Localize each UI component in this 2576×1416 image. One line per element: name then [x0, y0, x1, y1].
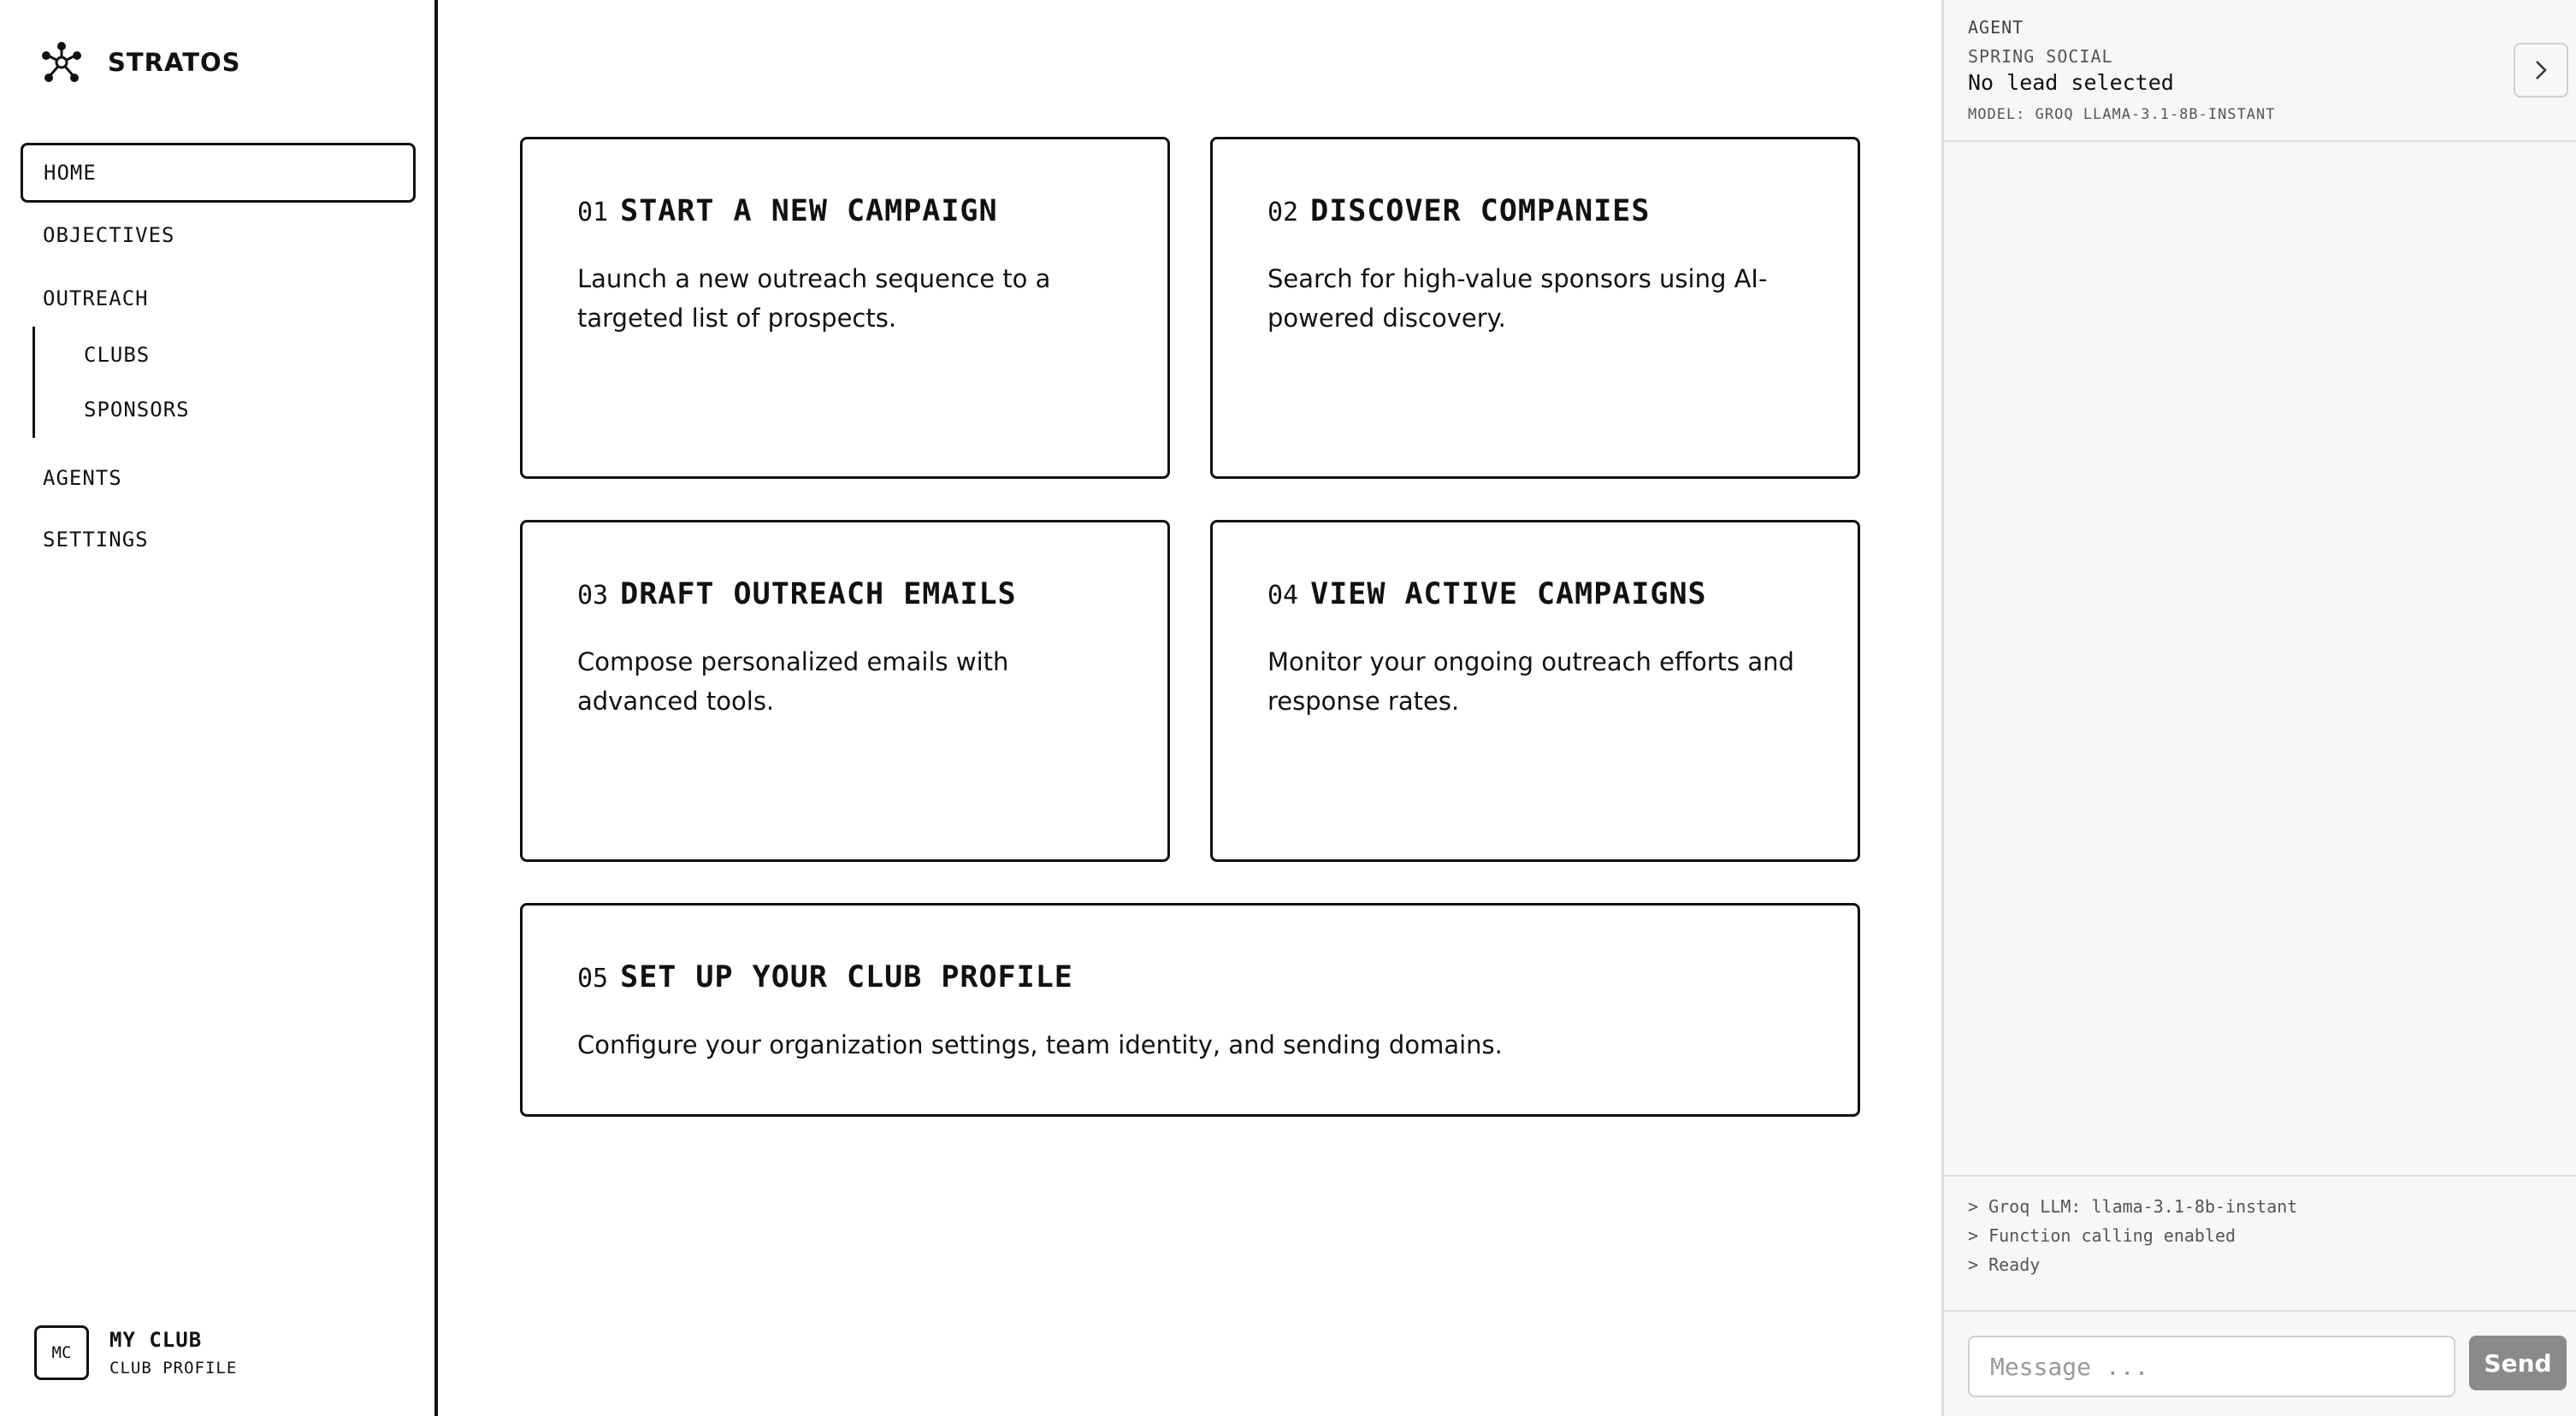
card-description: Search for high-value sponsors using AI-powered discovery. — [1267, 264, 1768, 333]
lead-status: No lead selected — [1968, 70, 2174, 95]
sidebar — [0, 0, 438, 1416]
agent-header — [1944, 0, 2576, 142]
nav-subitem-label: CLUBS — [84, 343, 151, 367]
nav-subitem-clubs[interactable] — [84, 334, 150, 375]
nav-item-label: OUTREACH — [43, 286, 149, 310]
nav-item-agents[interactable] — [21, 448, 416, 508]
card-title — [577, 577, 1017, 611]
agent-club-name: SPRING SOCIAL — [1968, 46, 2113, 67]
message-composer — [1944, 1312, 2576, 1416]
nav-item-home[interactable] — [21, 143, 416, 203]
log-line: > Function calling enabled — [1968, 1225, 2236, 1246]
nav-item-outreach[interactable] — [21, 268, 416, 328]
card-heading: DISCOVER COMPANIES — [1310, 194, 1651, 228]
card-title — [577, 960, 1073, 994]
card-description: Compose personalized emails with advanced tools. — [577, 647, 1009, 716]
nav-item-label: OBJECTIVES — [43, 223, 175, 247]
profile-subtitle: CLUB PROFILE — [109, 1359, 238, 1378]
profile-text — [109, 1328, 237, 1378]
log-line: > Groq LLM: llama-3.1-8b-instant — [1968, 1196, 2298, 1217]
agent-log — [1944, 1175, 2576, 1312]
nav-subitem-sponsors[interactable] — [84, 389, 190, 430]
card-number: 04 — [1267, 581, 1299, 611]
chevron-right-icon — [2531, 58, 2551, 82]
collapse-panel-button[interactable] — [2514, 43, 2568, 97]
avatar: MC — [34, 1325, 89, 1380]
message-input[interactable] — [1968, 1336, 2455, 1397]
nav-item-label: HOME — [44, 161, 97, 185]
card-number: 01 — [577, 198, 609, 227]
card-number: 03 — [577, 581, 609, 611]
card-club-profile[interactable] — [520, 903, 1860, 1117]
agent-panel — [1941, 0, 2576, 1416]
card-active-campaigns[interactable] — [1210, 520, 1860, 862]
model-label: MODEL: GROQ LLAMA-3.1-8B-INSTANT — [1968, 106, 2276, 123]
card-title — [577, 194, 998, 228]
agent-label: AGENT — [1968, 17, 2024, 38]
card-heading: DRAFT OUTREACH EMAILS — [620, 577, 1017, 611]
nav-item-label: AGENTS — [43, 466, 122, 490]
card-number: 05 — [577, 964, 609, 994]
nav-subitem-label: SPONSORS — [84, 398, 190, 422]
nav-item-settings[interactable] — [21, 510, 416, 569]
brand-name: STRATOS — [108, 48, 241, 77]
nav-item-label: SETTINGS — [43, 528, 149, 552]
card-title — [1267, 577, 1707, 611]
card-start-campaign[interactable] — [520, 137, 1170, 479]
outreach-subnav-divider — [32, 327, 35, 438]
network-nodes-icon — [41, 42, 82, 83]
profile-name: MY CLUB — [109, 1328, 203, 1352]
card-heading: START A NEW CAMPAIGN — [620, 194, 998, 228]
card-discover-companies[interactable] — [1210, 137, 1860, 479]
card-description: Monitor your ongoing outreach efforts and response rates. — [1267, 647, 1794, 716]
nav-item-objectives[interactable] — [21, 205, 416, 265]
card-draft-emails[interactable] — [520, 520, 1170, 862]
card-title — [1267, 194, 1650, 228]
card-heading: VIEW ACTIVE CAMPAIGNS — [1310, 577, 1707, 611]
log-line: > Ready — [1968, 1254, 2041, 1275]
send-button[interactable]: Send — [2469, 1336, 2567, 1390]
card-number: 02 — [1267, 198, 1299, 227]
brand[interactable] — [41, 41, 241, 84]
card-description: Launch a new outreach sequence to a targeted list of prospects. — [577, 264, 1051, 333]
card-heading: SET UP YOUR CLUB PROFILE — [620, 960, 1073, 994]
club-profile-link[interactable] — [34, 1325, 237, 1380]
card-description: Configure your organization settings, team identity, and sending domains. — [577, 1030, 1503, 1059]
